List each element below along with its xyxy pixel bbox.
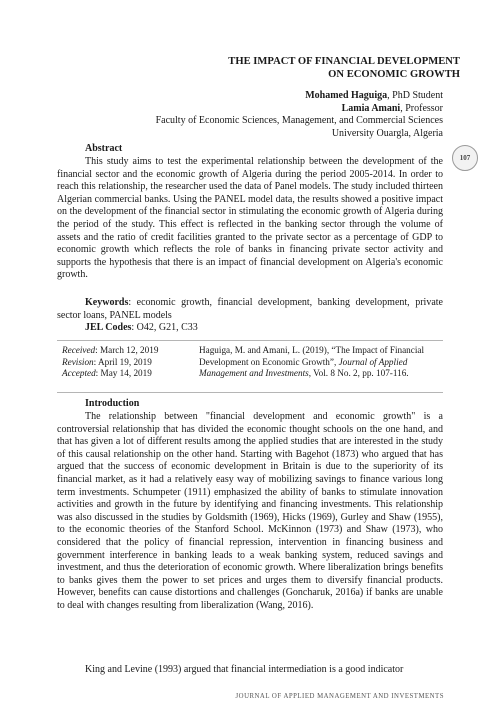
introduction-heading: Introduction xyxy=(85,398,140,409)
abstract-body: This study aims to test the experimental relationship between the development of the financial sector and the economic growth of Algeria during the period 2005-2014. In order to reach this relationship, the researcher used the data of Panel models. The study included thirteen Algerian commercial banks. Using the PANEL model data, the results showed a positive impact on the development of the financial sector in stimulating the economic growth of Algeria during the period of the study. This effect is reflected in the banking sector through the volume of assets and the ratio of credit facilities granted to the private sector as a percentage of GDP to economic growth which reflects the role of banks in financing private sector activity and supports the hypothesis that there is an impact of financial development on Algeria's economic growth. xyxy=(57,156,443,281)
keywords-label: Keywords xyxy=(85,297,129,308)
revision-date xyxy=(62,357,192,369)
author-1 xyxy=(80,90,443,103)
accepted-value: : May 14, 2019 xyxy=(95,368,152,378)
info-divider-bottom xyxy=(57,392,443,393)
citation-part-2: , Vol. 8 No. 2, pp. 107-116. xyxy=(308,368,409,378)
citation-journal: Journal of Applied Management and Investments xyxy=(199,356,408,378)
introduction-paragraph-2: King and Levine (1993) argued that financial intermediation is a good indicator xyxy=(85,664,404,675)
abstract-heading: Abstract xyxy=(85,143,123,154)
revision-label: Revision xyxy=(62,356,94,367)
info-divider-top xyxy=(57,340,443,341)
affiliation-line-1: Faculty of Economic Sciences, Management, and Commercial Sciences xyxy=(155,115,443,127)
article-title xyxy=(100,55,460,81)
article-dates xyxy=(62,345,192,380)
title-line-2: ON ECONOMIC GROWTH xyxy=(328,69,460,80)
received-label: Received xyxy=(62,345,96,355)
author-1-role: , PhD Student xyxy=(387,90,443,101)
received-value: : March 12, 2019 xyxy=(95,345,159,355)
title-line-1: THE IMPACT OF FINANCIAL DEVELOPMENT xyxy=(228,56,460,67)
page-number-badge: 107 xyxy=(452,145,478,171)
accepted-date xyxy=(62,368,192,380)
accepted-label: Accepted xyxy=(62,368,96,378)
jel-label: JEL Codes xyxy=(85,322,132,333)
jel-codes xyxy=(57,322,443,335)
keywords-text: : economic growth, financial development, banking development, private sector loans, PANEL models xyxy=(57,297,443,321)
revision-value: : April 19, 2019 xyxy=(93,356,152,367)
author-2 xyxy=(80,103,443,116)
author-2-role: , Professor xyxy=(400,102,443,114)
citation-part-1: Haguiga, M. and Amani, L. (2019), “The Impact of Financial Development on Economic Growth”, xyxy=(199,345,425,367)
author-block xyxy=(80,90,443,140)
journal-footer: JOURNAL OF APPLIED MANAGEMENT AND INVESTMENTS xyxy=(235,693,444,700)
jel-text: : O42, G21, C33 xyxy=(131,322,198,333)
author-1-name: Mohamed Haguiga xyxy=(305,90,388,101)
affiliation-line-2: University Ouargla, Algeria xyxy=(331,127,443,139)
introduction-paragraph-1: The relationship between "financial development and economic growth" is a controversial relationship that has divided the economic thought schools on the one hand, and that has given a lot of different results among the applied studies that are interested in the study of this causal relationship on the other hand. Starting with Bagehot (1873) who argued that has argued that the success of economic development in Britain is due to the superiority of its financial market, as it had a relatively easy way of mobilizing savings to finance various long term investments. Schumpeter (1911) emphasized the ability of banks to stimulate innovation activities and growth in the future by identifying and financing investments. This relationship was also discussed in the studies by Goldsmith (1969), Hicks (1969), Gurley and Shaw (1955), to the economic theories of the Stanford School. McKinnon (1973) and Shaw (1973), who considered that the policy of financial repression, intervention in financing business and government interference in banking leads to a weak banking system, reduced savings and investment, and thus the deterioration of economic growth. Where liberalization brings benefits to banks gives them the power to set prices and urges them to diversify financial products. However, benefits can cause distortions and challenges (Goncharuk, 2016a) if banks are unable to deal with changes resulting from liberalization (Wang, 2016). xyxy=(57,411,443,611)
received-date xyxy=(62,345,192,357)
author-2-name: Lamia Amani xyxy=(341,102,401,114)
citation xyxy=(199,345,439,380)
keywords xyxy=(57,297,443,322)
